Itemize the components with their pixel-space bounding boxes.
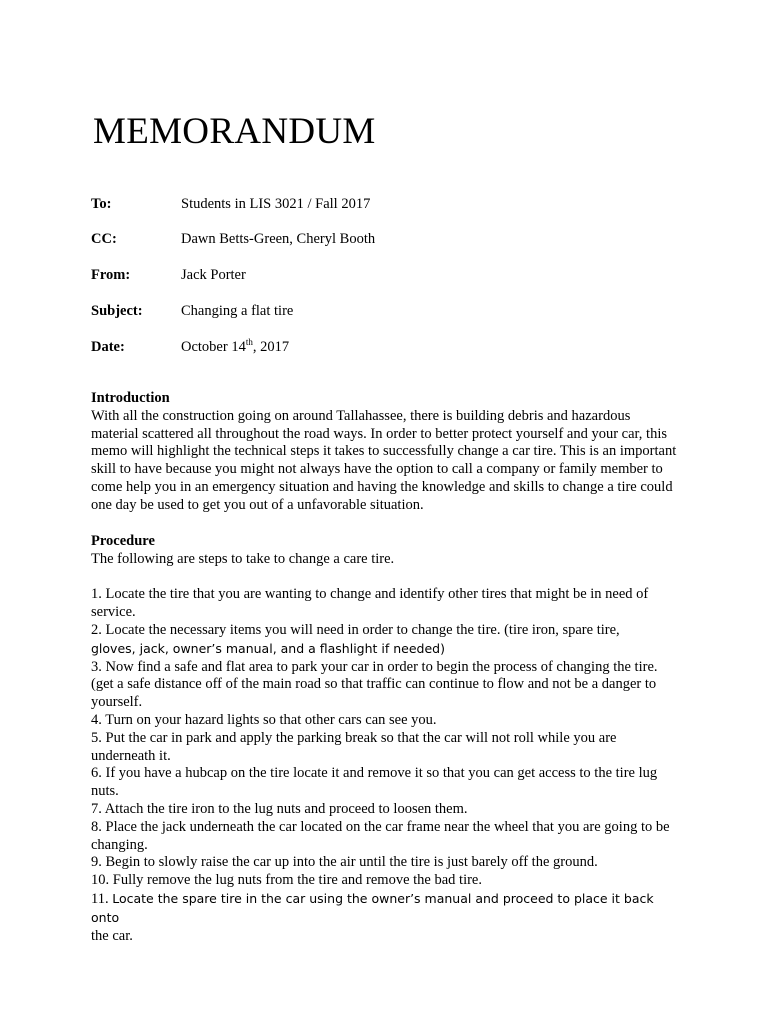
step-item: 10. Fully remove the lug nuts from the tire and remove the bad tire. — [91, 872, 482, 889]
procedure-heading: Procedure — [91, 533, 155, 549]
date-suffix: , 2017 — [252, 339, 290, 355]
step-item: 8. Place the jack underneath the car located on the car frame near the wheel that you are going to be changing. — [91, 818, 670, 853]
to-label: To: — [91, 196, 112, 212]
date-ordinal: th — [245, 337, 253, 348]
cc-label: CC: — [91, 231, 117, 247]
step-item: 4. Turn on your hazard lights so that other cars can see you. — [91, 711, 437, 728]
procedure-intro: The following are steps to take to change a care tire. — [91, 550, 395, 567]
introduction-section — [91, 390, 681, 515]
step-11-number: 11. — [91, 890, 113, 907]
step-item: 7. Attach the tire iron to the lug nuts and proceed to loosen them. — [91, 800, 468, 817]
spacer — [91, 569, 681, 587]
step-11-tail: the car. — [91, 927, 133, 944]
from-value: Jack Porter — [181, 267, 246, 283]
from-label: From: — [91, 267, 131, 283]
step-2-alt-text: gloves, jack, owner’s manual, and a flashlight if needed) — [91, 640, 445, 656]
step-item: 6. If you have a hubcap on the tire locate it and remove it so that you can get access to the tire lug nuts. — [91, 765, 658, 800]
procedure-section — [91, 533, 681, 945]
introduction-text: With all the construction going on around Tallahassee, there is building debris and hazardous material scattered all throughout the road ways. In order to better protect yourself and your car, this memo will highlight the technical steps it takes to successfully change a car tire. This is an important skill to have because you might not always have the option to call a company or family member to come help you in an emergency situation and having the knowledge and skills to change a tire could one day be used to get you out of a unfavorable situation. — [91, 407, 677, 513]
step-item — [91, 622, 681, 659]
procedure-steps — [91, 586, 681, 945]
date-prefix: October 14 — [181, 339, 246, 355]
memo-title: MEMORANDUM — [93, 111, 376, 152]
step-item: 9. Begin to slowly raise the car up into the air until the tire is just barely off the ground. — [91, 854, 598, 871]
date-value — [181, 338, 289, 356]
step-item: 5. Put the car in park and apply the parking break so that the car will not roll while you are underneath it. — [91, 729, 617, 764]
step-item: 1. Locate the tire that you are wanting to change and identify other tires that might be in need of service. — [91, 586, 649, 621]
step-item — [91, 890, 681, 945]
step-item: 3. Now find a safe and flat area to park your car in order to begin the process of changing the tire. (get a safe distance off of the main road so that traffic can continue to flow and not be a danger to yourself. — [91, 658, 658, 711]
step-2-text: 2. Locate the necessary items you will need in order to change the tire. (tire iron, spare tire, — [91, 621, 620, 638]
to-value: Students in LIS 3021 / Fall 2017 — [181, 196, 371, 212]
cc-value: Dawn Betts-Green, Cheryl Booth — [181, 231, 376, 247]
subject-value: Changing a flat tire — [181, 303, 294, 319]
step-11-alt-text: Locate the spare tire in the car using the owner’s manual and proceed to place it back onto — [91, 890, 654, 925]
date-label: Date: — [91, 339, 125, 355]
introduction-heading: Introduction — [91, 390, 170, 406]
subject-label: Subject: — [91, 303, 143, 319]
